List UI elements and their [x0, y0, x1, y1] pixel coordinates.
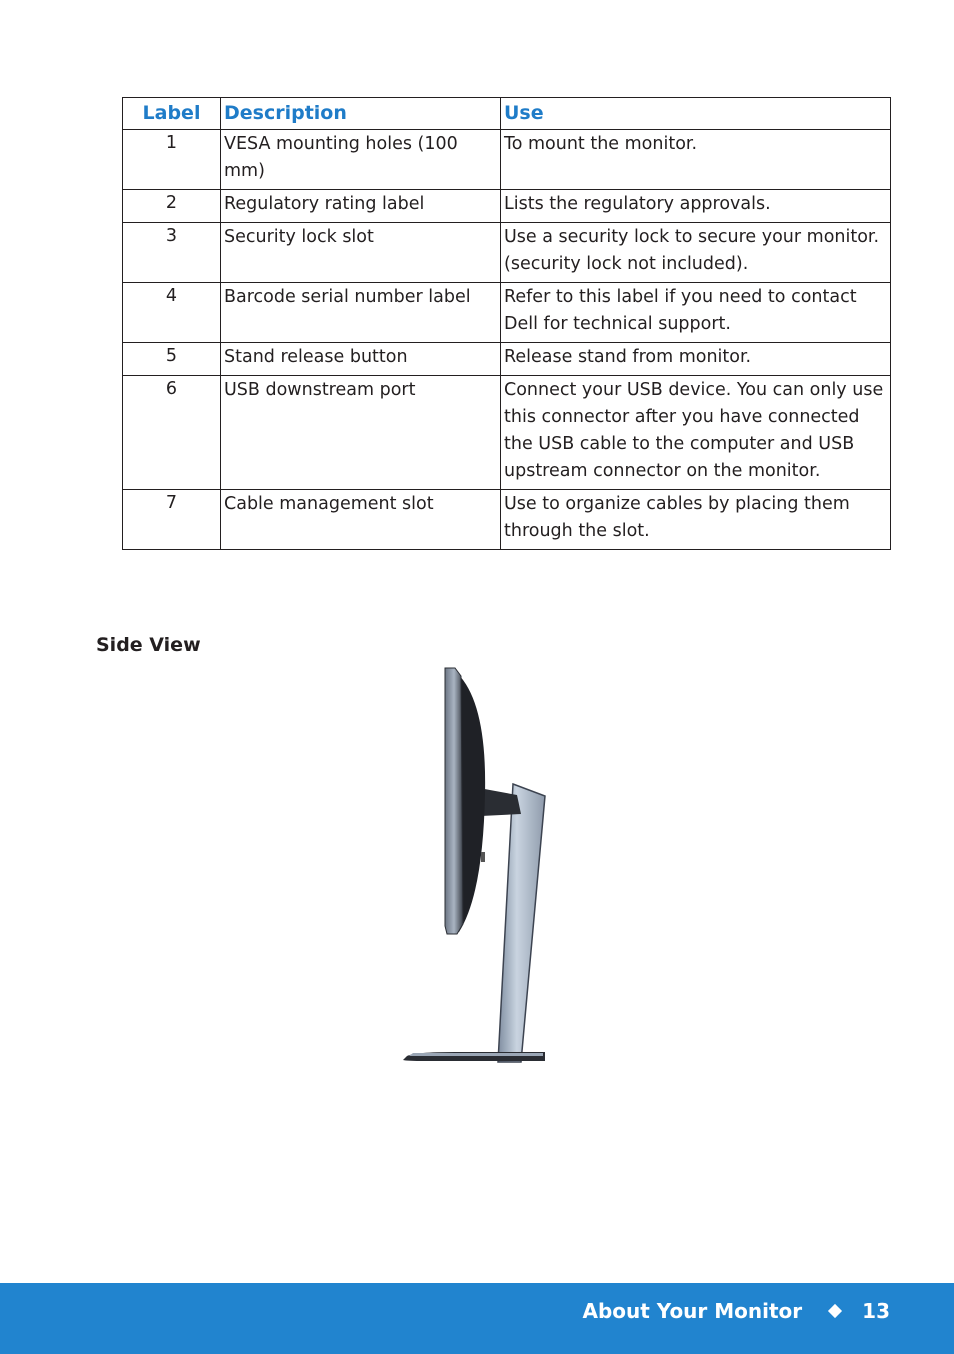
row-description: Stand release button — [221, 343, 501, 376]
row-use: Use a security lock to secure your monitor. (security lock not included). — [501, 223, 891, 283]
row-label: 6 — [123, 376, 221, 490]
table-header-row — [123, 98, 891, 130]
table-row — [123, 283, 891, 343]
row-description: Security lock slot — [221, 223, 501, 283]
table-row — [123, 223, 891, 283]
stand-base-top — [409, 1053, 543, 1056]
table-row — [123, 376, 891, 490]
diamond-icon — [828, 1304, 842, 1318]
row-use: Use to organize cables by placing them through the slot. — [501, 490, 891, 550]
row-description: USB downstream port — [221, 376, 501, 490]
header-use: Use — [501, 98, 891, 130]
row-description: VESA mounting holes (100 mm) — [221, 130, 501, 190]
row-label: 3 — [123, 223, 221, 283]
row-use: Refer to this label if you need to contact Dell for technical support. — [501, 283, 891, 343]
row-label: 2 — [123, 190, 221, 223]
row-description: Regulatory rating label — [221, 190, 501, 223]
page-number: 13 — [862, 1299, 890, 1323]
row-use: To mount the monitor. — [501, 130, 891, 190]
spec-table — [122, 97, 891, 550]
footer-bar — [0, 1283, 954, 1354]
row-use: Connect your USB device. You can only use this connector after you have connected the USB cable to the computer and USB upstream connector on the monitor. — [501, 376, 891, 490]
header-description: Description — [221, 98, 501, 130]
table-row — [123, 490, 891, 550]
footer-text — [583, 1299, 891, 1323]
row-label: 4 — [123, 283, 221, 343]
stand-column — [498, 784, 545, 1062]
row-use: Release stand from monitor. — [501, 343, 891, 376]
monitor-side-view-illustration — [395, 664, 560, 1069]
usb-port — [481, 852, 485, 862]
table-row — [123, 130, 891, 190]
table-row — [123, 190, 891, 223]
footer-title: About Your Monitor — [582, 1299, 803, 1323]
header-label: Label — [123, 98, 221, 130]
row-label: 1 — [123, 130, 221, 190]
monitor-panel — [445, 668, 463, 934]
row-label: 7 — [123, 490, 221, 550]
row-description: Barcode serial number label — [221, 283, 501, 343]
row-label: 5 — [123, 343, 221, 376]
section-title: Side View — [96, 634, 201, 656]
table-row — [123, 343, 891, 376]
row-description: Cable management slot — [221, 490, 501, 550]
row-use: Lists the regulatory approvals. — [501, 190, 891, 223]
